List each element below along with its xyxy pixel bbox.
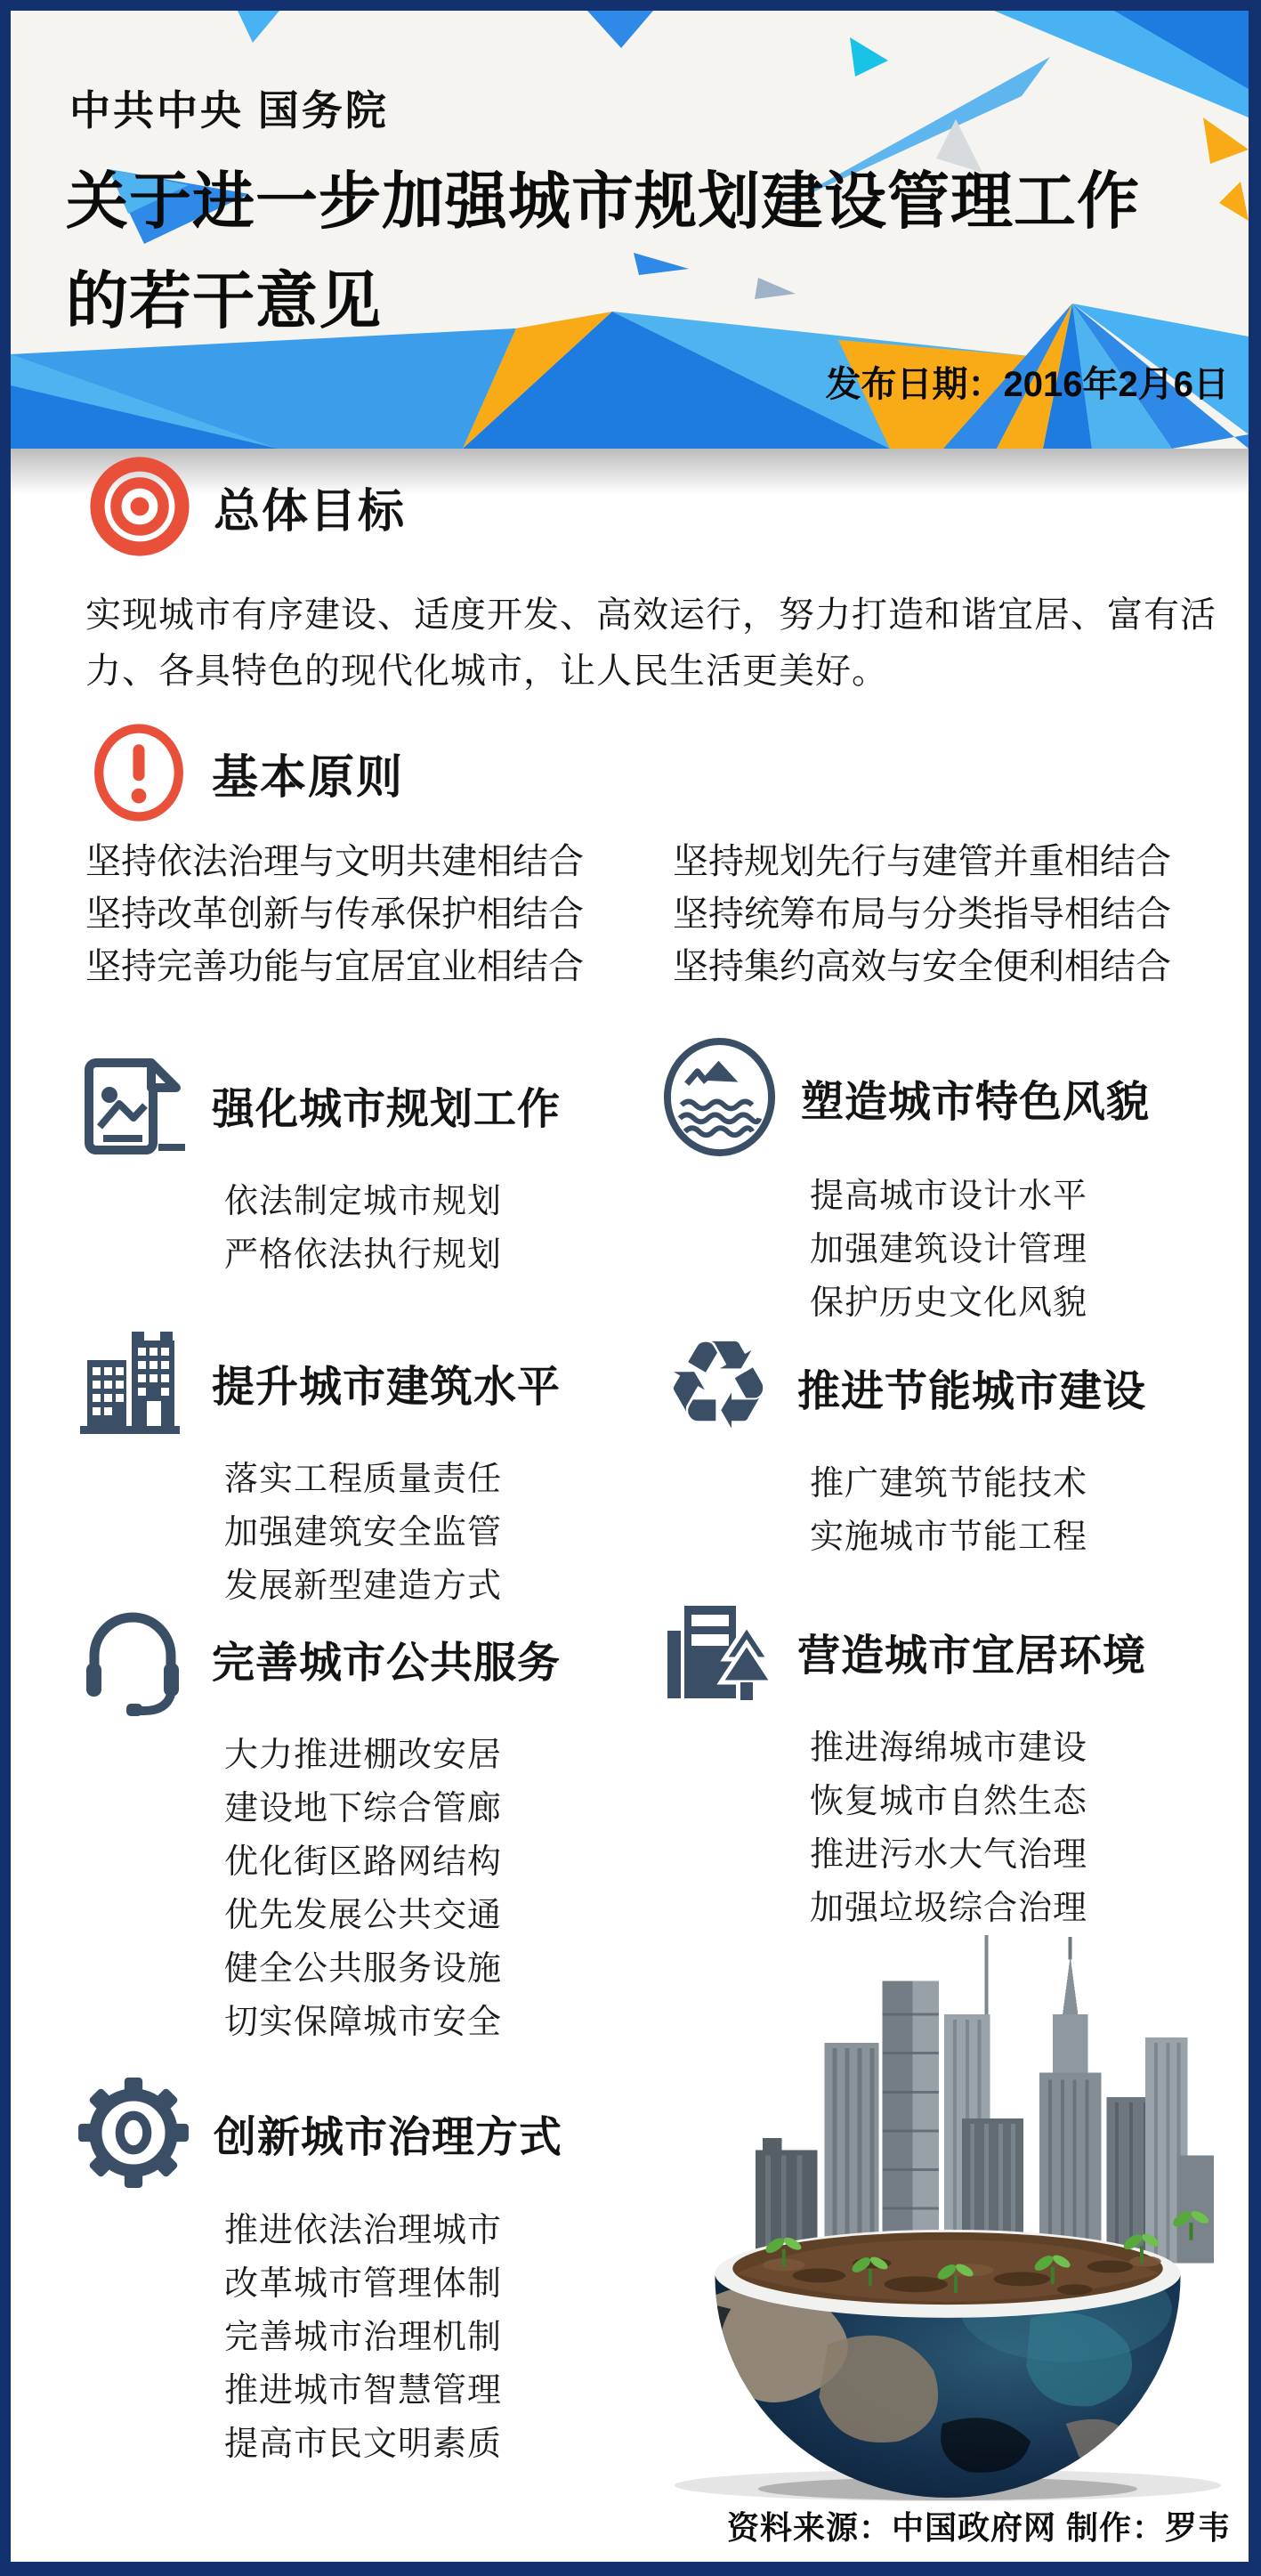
principle-item: 坚持统筹布局与分类指导相结合 xyxy=(673,895,1171,934)
card-items xyxy=(810,1170,1239,1330)
list-item: 切实保障城市安全 xyxy=(224,2004,503,2041)
card-items xyxy=(224,1175,635,1282)
publish-date: 发布日期：2016年2月6日 xyxy=(825,365,1229,404)
gear-icon xyxy=(75,2074,192,2191)
list-item: 加强建筑设计管理 xyxy=(810,1231,1088,1268)
section-title: 总体目标 xyxy=(214,485,407,538)
list-item: 提高市民文明素质 xyxy=(224,2426,503,2463)
mountain-water-icon xyxy=(660,1038,780,1157)
list-item: 实施城市节能工程 xyxy=(810,1519,1088,1556)
exclamation-circle-icon xyxy=(89,723,189,822)
planning-document-icon xyxy=(75,1047,190,1162)
card-items xyxy=(810,1457,1239,1564)
list-item: 健全公共服务设施 xyxy=(224,1950,503,1988)
card-items xyxy=(810,1721,1239,1935)
list-item: 优先发展公共交通 xyxy=(224,1897,503,1934)
list-item: 保护历史文化风貌 xyxy=(810,1284,1088,1322)
section-overall-goal-head xyxy=(89,456,406,557)
card-title: 提升城市建筑水平 xyxy=(212,1363,562,1411)
list-item: 推进城市智慧管理 xyxy=(224,2372,503,2410)
card-head xyxy=(75,1324,635,1440)
target-icon xyxy=(89,456,190,557)
footer-credit: 资料来源：中国政府网 制作：罗韦 xyxy=(726,2509,1231,2546)
list-item: 改革城市管理体制 xyxy=(224,2265,503,2303)
issuer-line: 中共中央 国务院 xyxy=(69,87,389,134)
list-item: 恢复城市自然生态 xyxy=(810,1783,1088,1820)
card-items xyxy=(224,2204,644,2471)
poster-title-line2: 的若干意见 xyxy=(66,266,382,336)
list-item: 建设地下综合管廊 xyxy=(224,1790,503,1827)
card-title: 营造城市宜居环境 xyxy=(797,1632,1147,1680)
poster-title-line1: 关于进一步加强城市规划建设管理工作 xyxy=(66,166,1140,236)
section-principles-head xyxy=(89,723,404,822)
card-items xyxy=(224,1729,635,2049)
eco-building-icon xyxy=(660,1593,776,1709)
section-title: 基本原则 xyxy=(212,751,405,804)
list-item: 依法制定城市规划 xyxy=(224,1183,503,1220)
skyscrapers xyxy=(756,1935,1214,2264)
headset-icon xyxy=(75,1600,190,1716)
poster-title xyxy=(66,151,1140,351)
list-item: 推广建筑节能技术 xyxy=(810,1465,1088,1503)
list-item: 推进污水大气治理 xyxy=(810,1836,1088,1874)
card-head xyxy=(660,1038,1239,1157)
card-head xyxy=(75,1047,635,1162)
recycle-icon: ♻ xyxy=(663,1317,773,1454)
list-item: 落实工程质量责任 xyxy=(224,1461,503,1498)
card-public-services xyxy=(75,1600,635,2049)
principle-item: 坚持改革创新与传承保护相结合 xyxy=(85,895,584,934)
list-item: 优化街区路网结构 xyxy=(224,1843,503,1881)
list-item: 推进海绵城市建设 xyxy=(810,1729,1088,1767)
principle-item: 坚持依法治理与文明共建相结合 xyxy=(85,842,584,881)
principle-item: 坚持集约高效与安全便利相结合 xyxy=(673,947,1171,986)
card-title: 推进节能城市建设 xyxy=(797,1367,1147,1415)
card-urban-planning xyxy=(75,1047,635,1282)
buildings-icon xyxy=(75,1324,190,1440)
list-item: 大力推进棚改安居 xyxy=(224,1737,503,1774)
list-item: 发展新型建造方式 xyxy=(224,1567,503,1605)
card-items xyxy=(224,1453,635,1613)
overall-goal-body: 实现城市有序建设、适度开发、高效运行，努力打造和谐宜居、富有活力、各具特色的现代化城市，让人民生活更美好。 xyxy=(85,595,1217,691)
card-head xyxy=(75,2074,644,2191)
card-head xyxy=(660,1317,1239,1454)
card-city-character xyxy=(660,1038,1239,1330)
card-building-quality xyxy=(75,1324,635,1613)
list-item: 推进依法治理城市 xyxy=(224,2212,503,2249)
principle-item: 坚持完善功能与宜居宜业相结合 xyxy=(85,947,584,986)
list-item: 提高城市设计水平 xyxy=(810,1178,1088,1215)
list-item: 加强建筑安全监管 xyxy=(224,1514,503,1551)
card-head xyxy=(75,1600,635,1716)
list-item: 严格依法执行规划 xyxy=(224,1236,503,1274)
list-item: 完善城市治理机制 xyxy=(224,2319,503,2356)
city-on-globe-illustration xyxy=(648,1930,1248,2501)
card-title: 塑造城市特色风貌 xyxy=(801,1078,1151,1126)
card-head xyxy=(660,1593,1239,1709)
card-livable-environment xyxy=(660,1593,1239,1935)
card-governance-innovation xyxy=(75,2074,644,2471)
card-energy-saving xyxy=(660,1317,1239,1564)
card-title: 完善城市公共服务 xyxy=(212,1639,562,1687)
principles-list xyxy=(85,842,1247,986)
card-title: 创新城市治理方式 xyxy=(214,2113,563,2161)
card-title: 强化城市规划工作 xyxy=(212,1085,562,1133)
list-item: 加强垃圾综合治理 xyxy=(810,1890,1088,1927)
principle-item: 坚持规划先行与建管并重相结合 xyxy=(673,842,1171,881)
